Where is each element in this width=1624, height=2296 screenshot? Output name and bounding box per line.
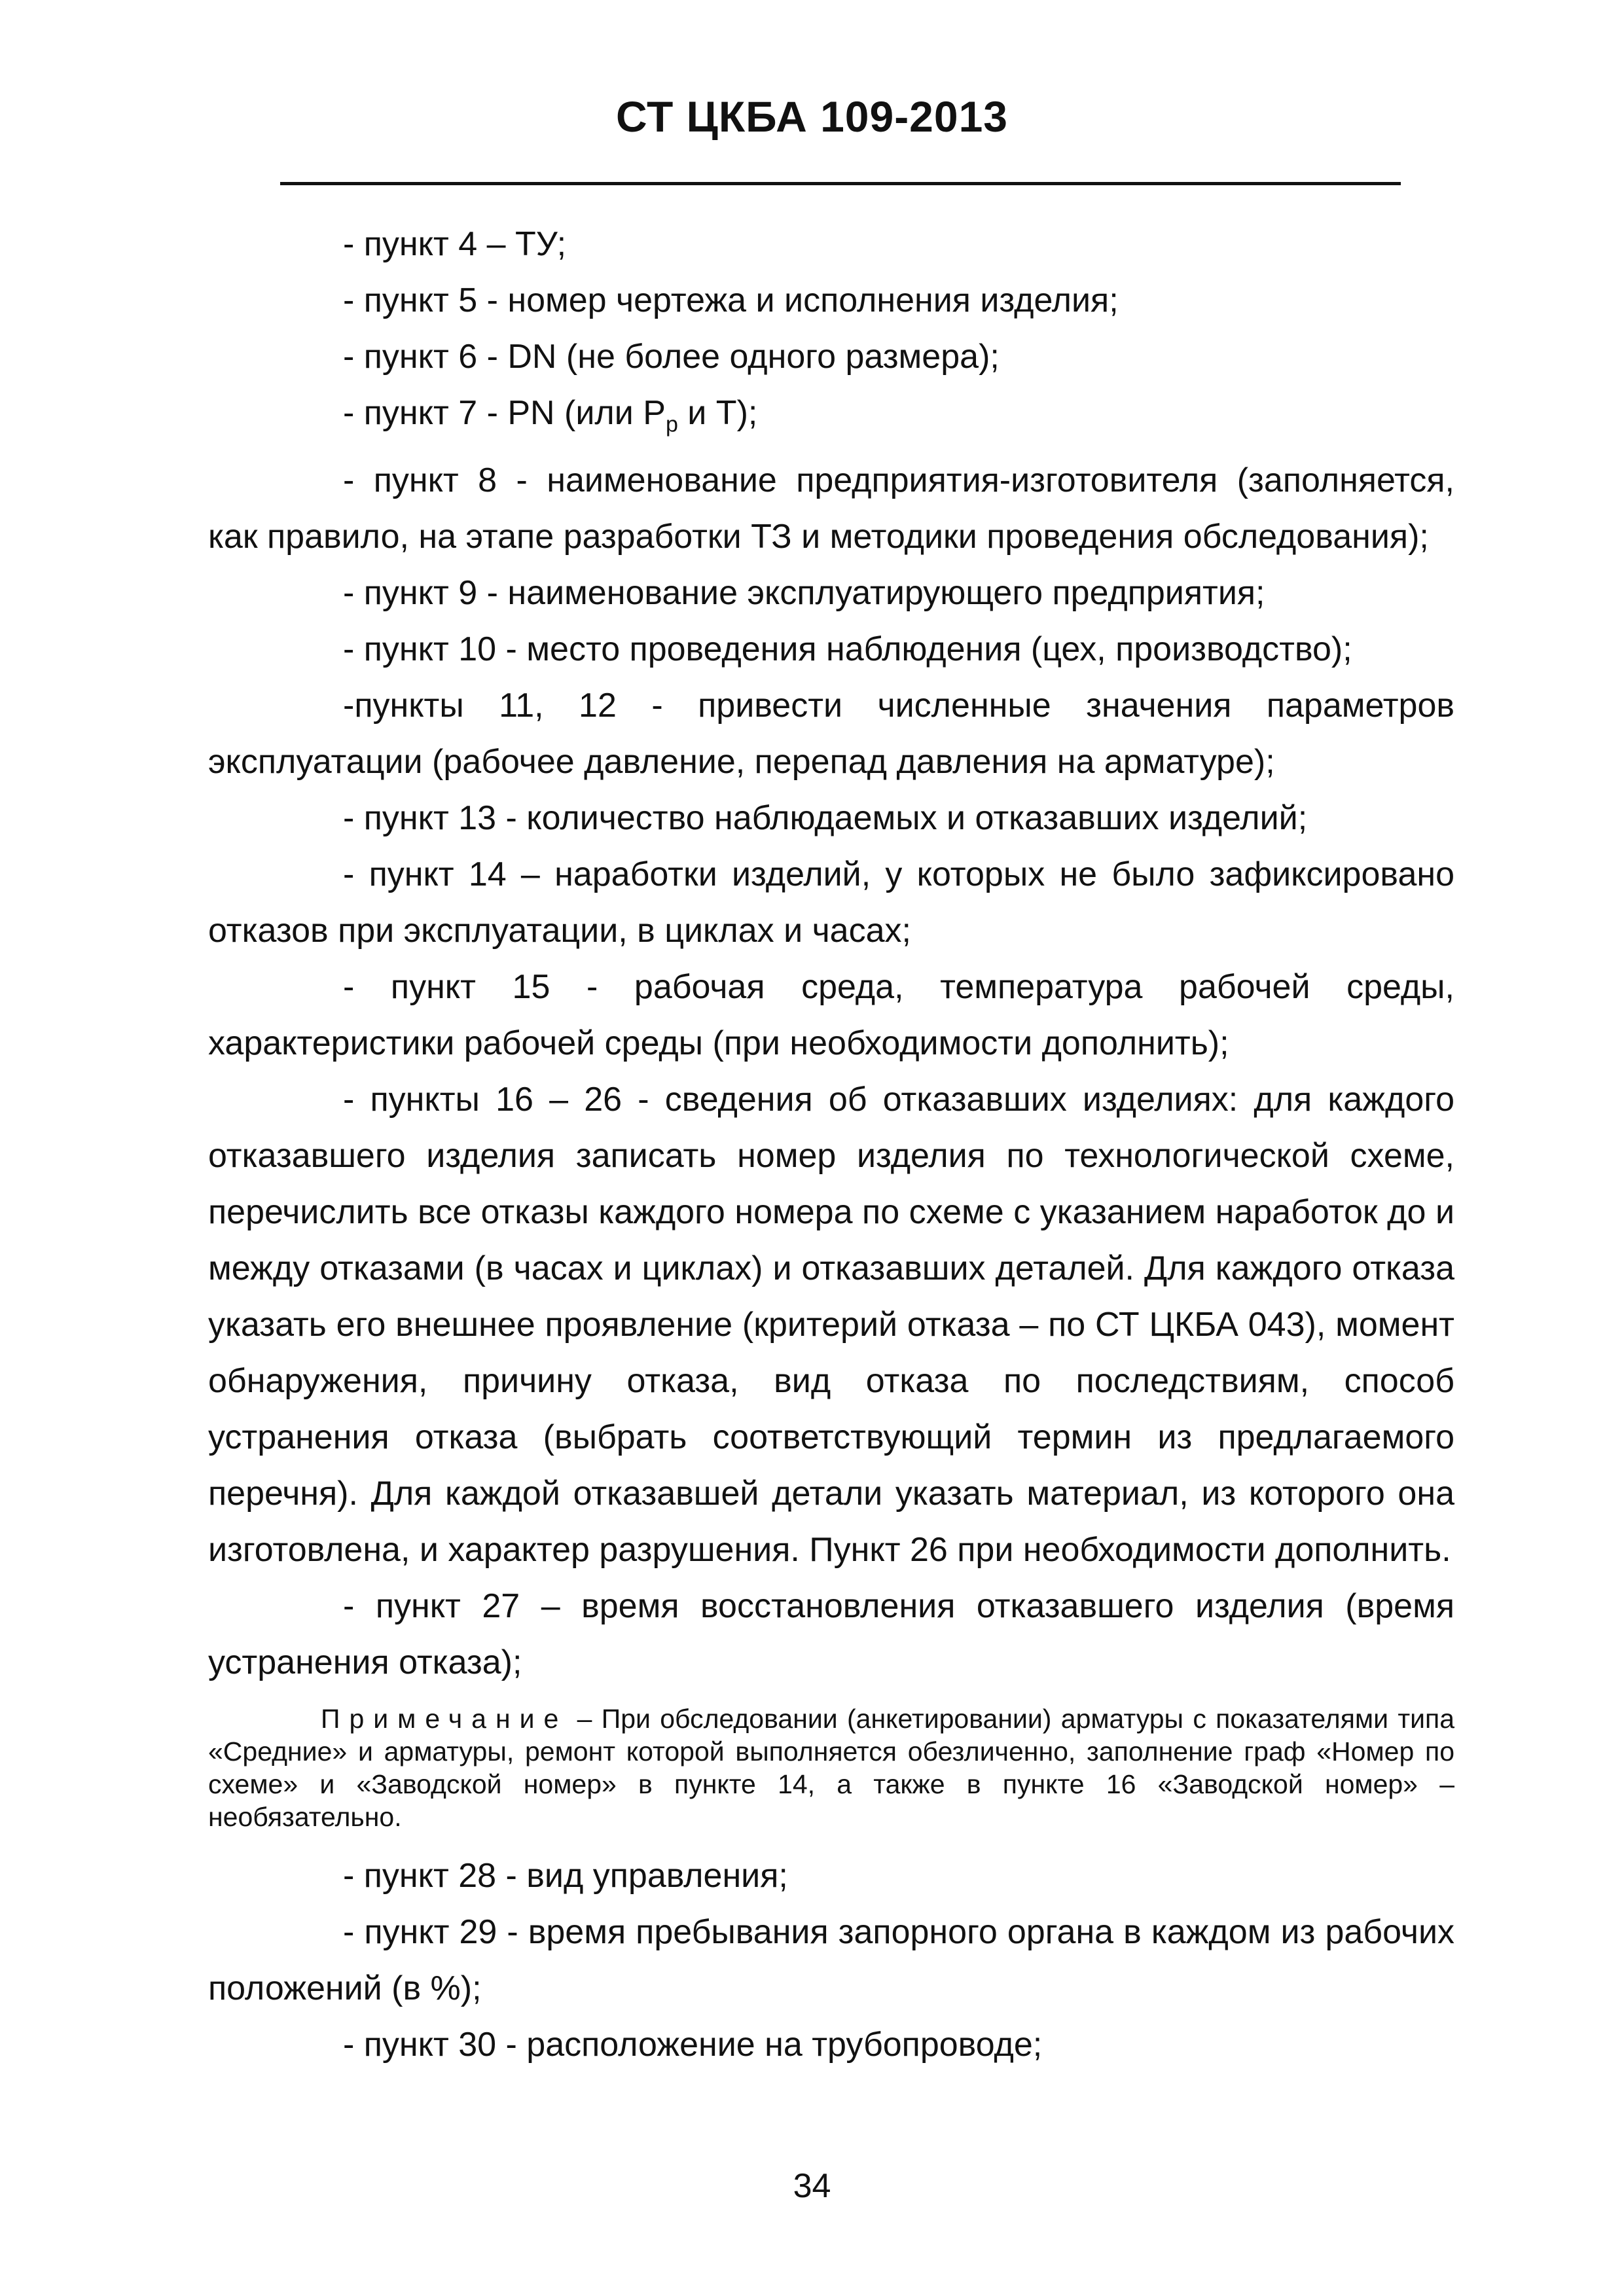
note-label: Примечание <box>321 1704 568 1734</box>
item-7 <box>208 385 1454 452</box>
item-30: - пункт 30 - расположение на трубопроводе; <box>343 2026 1043 2064</box>
item-7-text: - пункт 7 - PN (или P <box>343 394 666 432</box>
item-15: - пункт 15 - рабочая среда, температура рабочей среды, характеристики рабочей среды (при необходимости дополнить); <box>208 968 1454 1063</box>
item-6: - пункт 6 - DN (не более одного размера); <box>343 338 1000 376</box>
items-16-26: - пункты 16 – 26 - сведения об отказавших изделиях: для каждого отказавшего изделия записать номер изделия по технологической схеме, перечислить все отказы каждого номера по схеме с указанием наработок до и между отказами (в часах и циклах) и отказавших деталей. Для каждого отказа указать его внешнее проявление (критерий отказа – по СТ ЦКБА 043), момент обнаружения, причину отказа, вид отказа по последствиям, способ устранения отказа (выбрать соответствующий термин из предлагаемого перечня). Для каждой отказавшей детали указать материал, из которого она изготовлена, и характер разрушения. Пункт 26 при необходимости дополнить. <box>208 1081 1454 1570</box>
item-29: - пункт 29 - время пребывания запорного органа в каждом из рабочих положений (в %); <box>208 1913 1454 2008</box>
header-divider <box>280 182 1401 185</box>
document-body <box>208 216 1454 2073</box>
item-14: - пункт 14 – наработки изделий, у которых не было зафиксировано отказов при эксплуатации, в циклах и часах; <box>208 855 1454 950</box>
note <box>208 1702 1454 1833</box>
item-27: - пункт 27 – время восстановления отказавшего изделия (время устранения отказа); <box>208 1587 1454 1682</box>
item-7-subscript: р <box>665 412 678 437</box>
document-header: СТ ЦКБА 109-2013 <box>615 92 1008 141</box>
items-11-12: -пункты 11, 12 - привести численные значения параметров эксплуатации (рабочее давление, перепад давления на арматуре); <box>208 687 1454 781</box>
item-8: - пункт 8 - наименование предприятия-изготовителя (заполняется, как правило, на этапе разработки ТЗ и методики проведения обследования); <box>208 461 1454 556</box>
item-28: - пункт 28 - вид управления; <box>343 1857 788 1895</box>
item-10: - пункт 10 - место проведения наблюдения (цех, производство); <box>343 630 1352 669</box>
page-number: 34 <box>793 2167 831 2205</box>
item-5: - пункт 5 - номер чертежа и исполнения изделия; <box>343 281 1119 319</box>
note-text: – При обследовании (анкетировании) арматуры с показателями типа «Средние» и арматуры, ремонт которой выполняется обезличенно, заполнение граф «Номер по схеме» и «Заводской номер» в пункте 14, а также в пункте 16 «Заводской номер» – необязательно. <box>208 1704 1454 1833</box>
item-9: - пункт 9 - наименование эксплуатирующего предприятия; <box>343 574 1265 613</box>
item-4: - пункт 4 – ТУ; <box>343 225 567 263</box>
item-7-text-end: и Т); <box>677 394 758 432</box>
item-13: - пункт 13 - количество наблюдаемых и отказавших изделий; <box>343 799 1308 838</box>
